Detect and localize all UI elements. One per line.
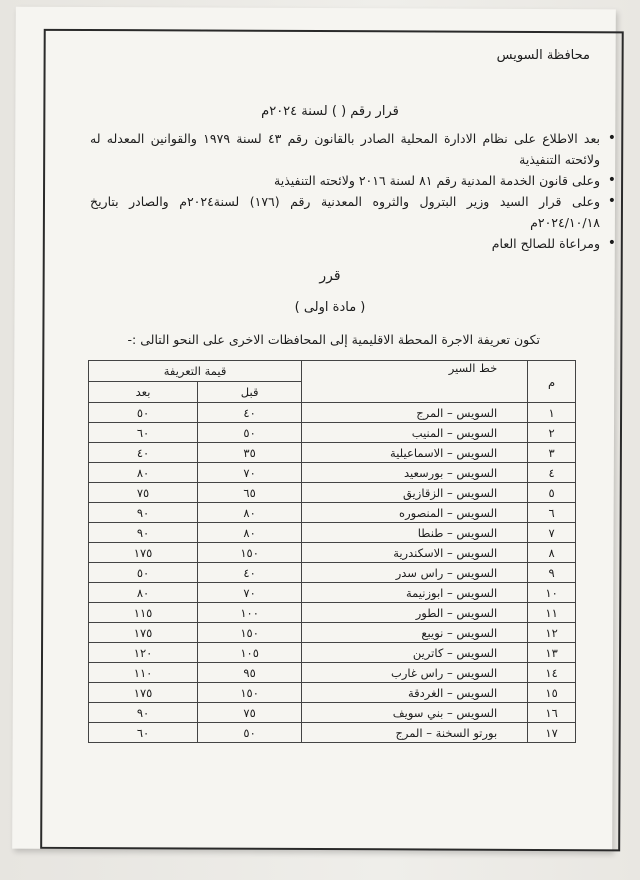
row-num: ٩ <box>528 563 576 583</box>
row-num: ١٤ <box>528 663 576 683</box>
row-before: ١٠٥ <box>198 643 302 663</box>
row-num: ٧ <box>528 523 576 543</box>
table-row <box>89 723 576 743</box>
row-before: ٧٠ <box>198 583 302 603</box>
row-route: السويس – كاترين <box>302 643 528 663</box>
row-before: ٨٠ <box>198 503 302 523</box>
row-route: السويس – بني سويف <box>302 703 528 723</box>
preamble-clause: • بعد الاطلاع على نظام الادارة المحلية الصادر بالقانون رقم ٤٣ لسنة ١٩٧٩ والقوانين المعدله له ولائحته التنفيذية <box>90 128 600 170</box>
row-before: ١٥٠ <box>198 623 302 643</box>
table-row <box>89 523 576 543</box>
row-after: ٨٠ <box>89 463 198 483</box>
row-num: ١١ <box>528 603 576 623</box>
table-row <box>89 583 576 603</box>
row-before: ٤٠ <box>198 403 302 423</box>
table-row <box>89 563 576 583</box>
row-num: ٢ <box>528 423 576 443</box>
row-route: السويس – نويبع <box>302 623 528 643</box>
article-heading: ( مادة اولى ) <box>294 300 366 315</box>
row-route: السويس – ابوزنيمة <box>302 583 528 603</box>
preamble-clause: • ومراعاة للصالح العام <box>90 233 600 254</box>
table-row <box>89 603 576 623</box>
row-after: ١٧٥ <box>89 623 198 643</box>
header-before: قبل <box>198 382 302 403</box>
row-num: ١٧ <box>528 723 576 743</box>
row-before: ٥٠ <box>198 423 302 443</box>
row-after: ٩٠ <box>89 503 198 523</box>
decision-heading: قرر <box>319 268 341 284</box>
row-num: ٥ <box>528 483 576 503</box>
row-num: ٤ <box>528 463 576 483</box>
preamble-clause: • وعلى قرار السيد وزير البترول والثروه المعدنية رقم (١٧٦) لسنة٢٠٢٤م والصادر بتاريخ ٢٠٢٤/١٠/١٨م <box>90 191 600 233</box>
row-after: ٩٠ <box>89 523 198 543</box>
header-route: خط السير <box>302 361 528 403</box>
preamble-list <box>90 128 618 254</box>
row-num: ٨ <box>528 543 576 563</box>
row-route: السويس – طنطا <box>302 523 528 543</box>
row-after: ١٢٠ <box>89 643 198 663</box>
row-route: السويس – الغردقة <box>302 683 528 703</box>
table-row <box>89 403 576 423</box>
row-after: ٥٠ <box>89 403 198 423</box>
row-after: ٩٠ <box>89 703 198 723</box>
row-route: السويس – المنيب <box>302 423 528 443</box>
table-row <box>89 463 576 483</box>
row-before: ٩٥ <box>198 663 302 683</box>
tariff-rows <box>89 403 576 743</box>
row-before: ٧٥ <box>198 703 302 723</box>
row-before: ١٥٠ <box>198 683 302 703</box>
table-row <box>89 423 576 443</box>
table-row <box>89 503 576 523</box>
preamble-clause: • وعلى قانون الخدمة المدنية رقم ٨١ لسنة ٢٠١٦ ولائحته التنفيذية <box>90 170 600 191</box>
row-after: ٧٥ <box>89 483 198 503</box>
row-before: ١٥٠ <box>198 543 302 563</box>
row-route: السويس – الزقازيق <box>302 483 528 503</box>
table-row <box>89 703 576 723</box>
row-before: ٥٠ <box>198 723 302 743</box>
row-route: السويس – الطور <box>302 603 528 623</box>
row-num: ١٣ <box>528 643 576 663</box>
row-before: ٨٠ <box>198 523 302 543</box>
row-num: ٣ <box>528 443 576 463</box>
table-row <box>89 543 576 563</box>
table-row <box>89 483 576 503</box>
tariff-table <box>88 360 576 743</box>
row-after: ١٧٥ <box>89 683 198 703</box>
table-row <box>89 443 576 463</box>
row-after: ٤٠ <box>89 443 198 463</box>
header-tariff: قيمة التعريفة <box>89 361 302 382</box>
row-after: ٦٠ <box>89 723 198 743</box>
row-route: السويس – المرج <box>302 403 528 423</box>
row-before: ١٠٠ <box>198 603 302 623</box>
row-after: ١٧٥ <box>89 543 198 563</box>
row-num: ٦ <box>528 503 576 523</box>
row-num: ١ <box>528 403 576 423</box>
row-route: السويس – الاسكندرية <box>302 543 528 563</box>
row-route: السويس – بورسعيد <box>302 463 528 483</box>
row-after: ١١٥ <box>89 603 198 623</box>
row-before: ٤٠ <box>198 563 302 583</box>
row-num: ١٦ <box>528 703 576 723</box>
table-row <box>89 643 576 663</box>
decision-title: قرار رقم ( ) لسنة ٢٠٢٤م <box>261 104 399 119</box>
table-row <box>89 623 576 643</box>
row-after: ١١٠ <box>89 663 198 683</box>
row-route: السويس – راس سدر <box>302 563 528 583</box>
row-route: السويس – راس غارب <box>302 663 528 683</box>
intro-text: تكون تعريفة الاجرة المحطة الاقليمية إلى المحافظات الاخرى على النحو التالى :- <box>127 332 540 347</box>
row-before: ٣٥ <box>198 443 302 463</box>
row-after: ٦٠ <box>89 423 198 443</box>
table-row <box>89 683 576 703</box>
row-route: السويس – الاسماعيلية <box>302 443 528 463</box>
row-num: ١٠ <box>528 583 576 603</box>
header-after: بعد <box>89 382 198 403</box>
row-route: بورتو السخنة – المرج <box>302 723 528 743</box>
row-after: ٥٠ <box>89 563 198 583</box>
governorate-header: محافظة السويس <box>496 48 590 63</box>
row-before: ٦٥ <box>198 483 302 503</box>
row-num: ١٥ <box>528 683 576 703</box>
row-after: ٨٠ <box>89 583 198 603</box>
header-num: م <box>528 361 576 403</box>
row-route: السويس – المنصوره <box>302 503 528 523</box>
table-row <box>89 663 576 683</box>
row-before: ٧٠ <box>198 463 302 483</box>
row-num: ١٢ <box>528 623 576 643</box>
